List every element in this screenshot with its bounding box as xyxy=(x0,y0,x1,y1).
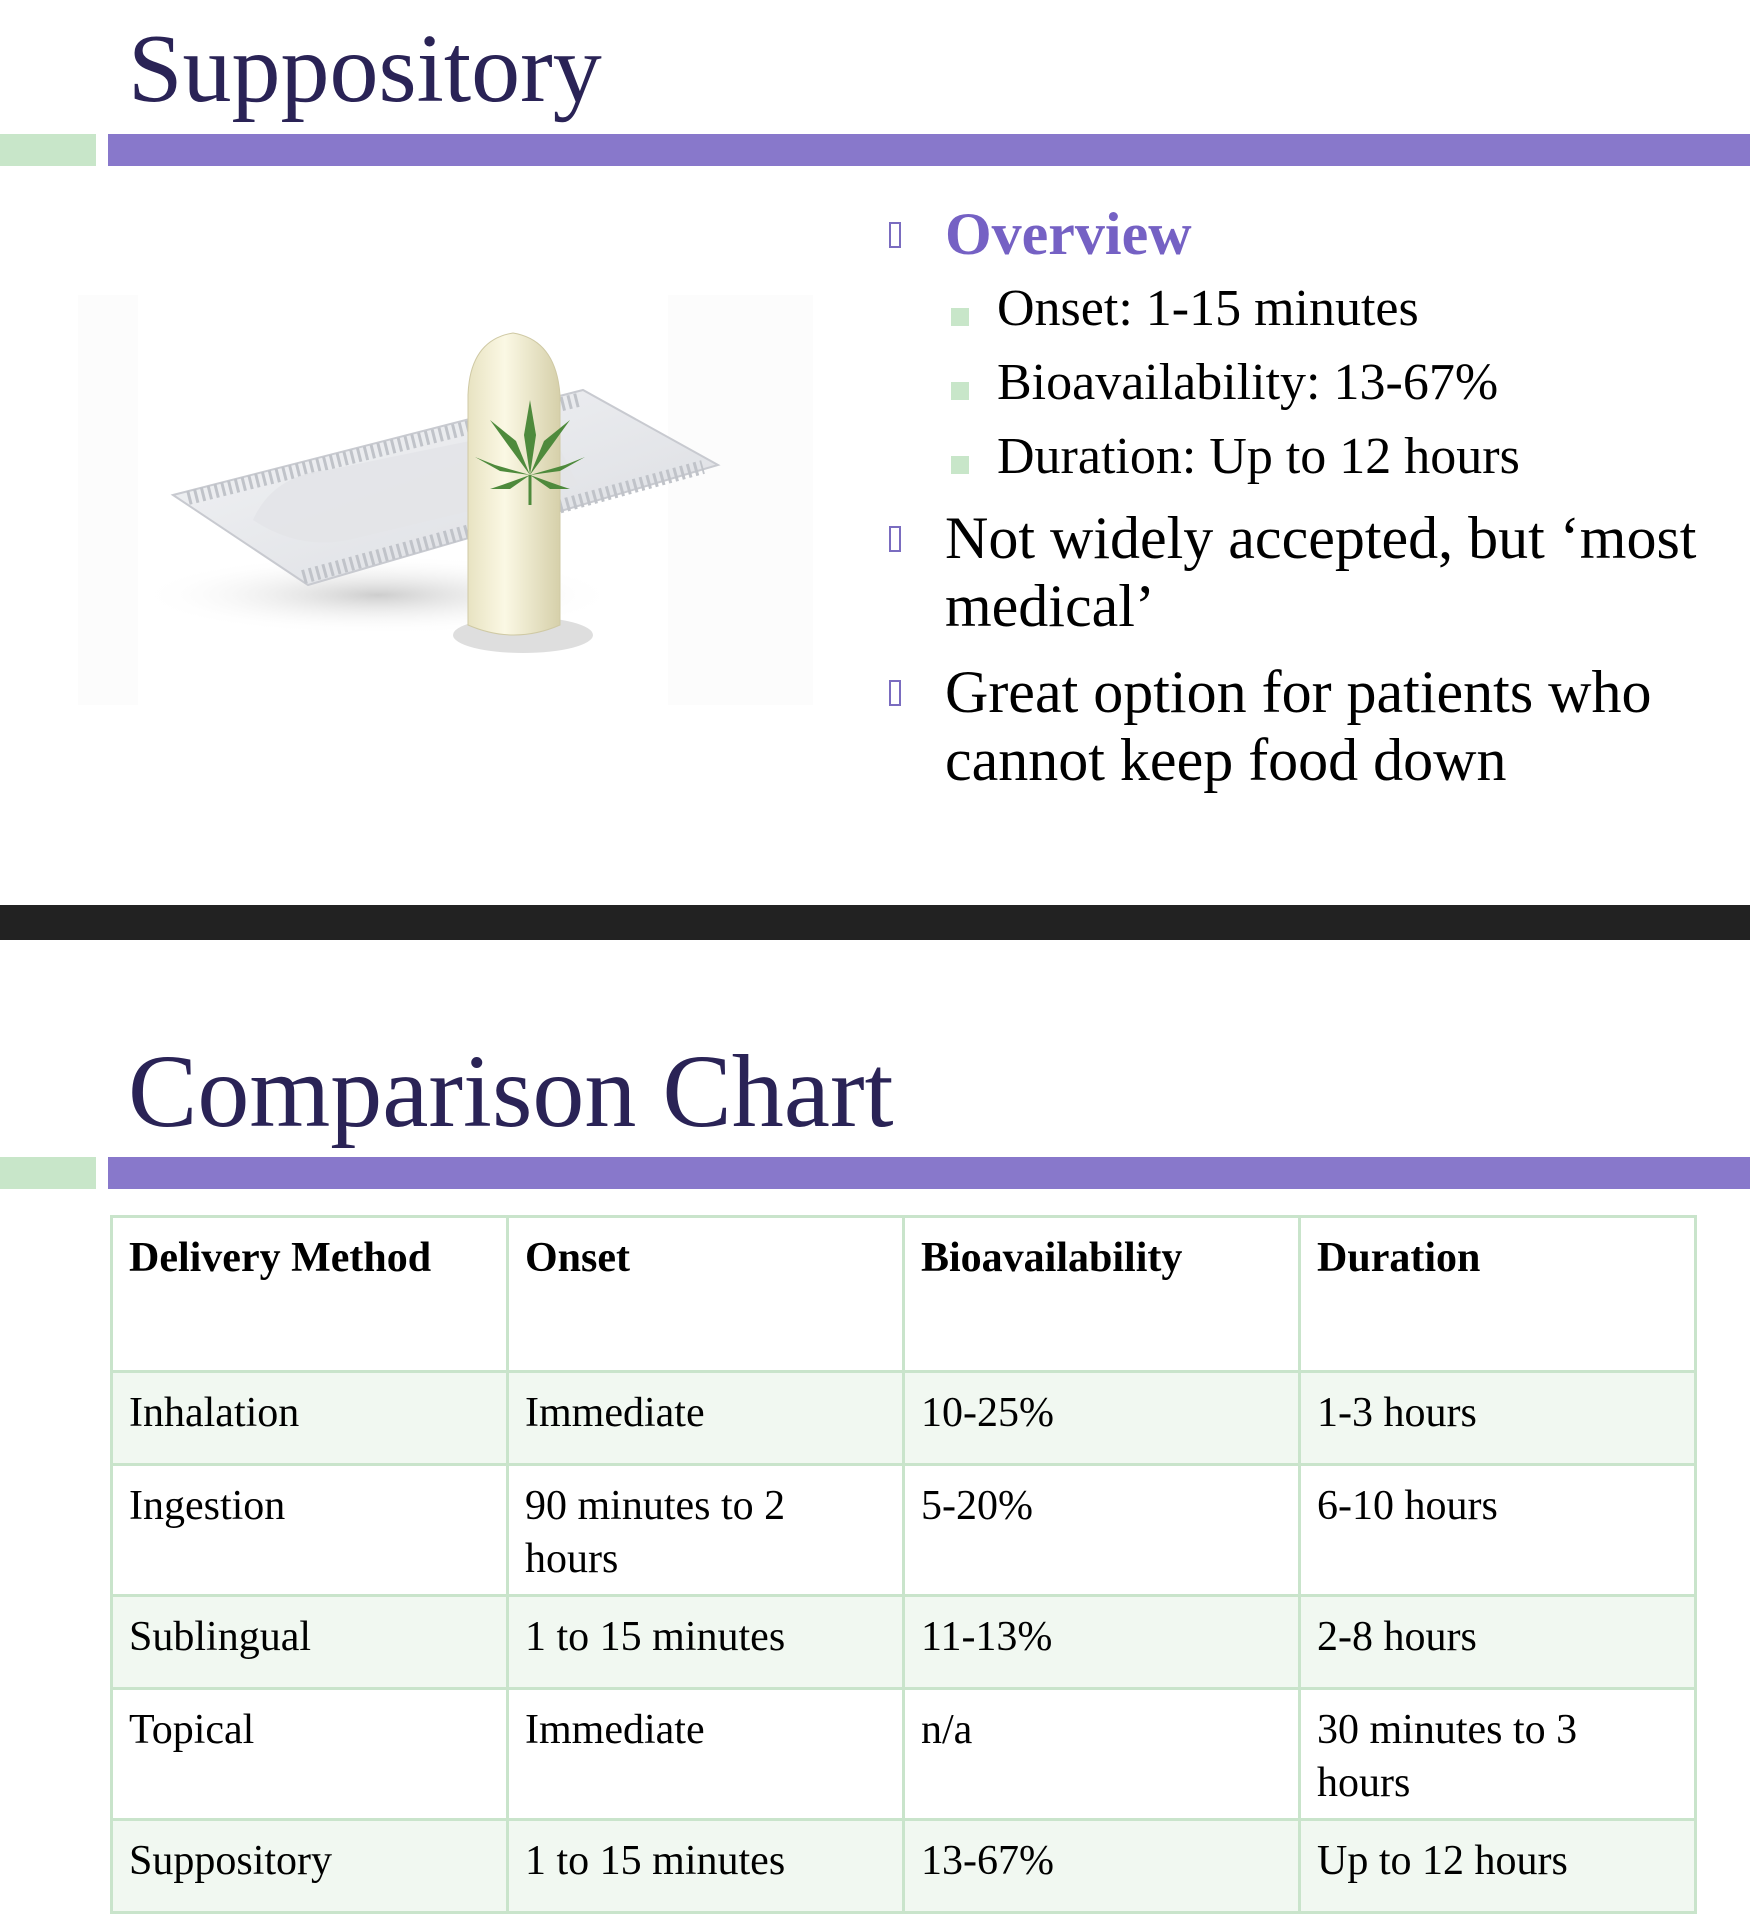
table-cell: 5-20% xyxy=(904,1465,1300,1596)
table-cell: 1-3 hours xyxy=(1300,1372,1696,1465)
bullet-box-icon xyxy=(889,680,901,706)
suppository-image xyxy=(78,295,813,705)
sub-bullet-text: Onset: 1-15 minutes xyxy=(997,280,1419,337)
title-accent-green xyxy=(0,134,96,166)
bullet-box-icon xyxy=(889,526,901,552)
bullet-box-icon xyxy=(889,222,901,248)
slide-title: Comparison Chart xyxy=(128,1034,894,1149)
header-bioavailability: Bioavailability xyxy=(904,1217,1300,1372)
slide-divider xyxy=(0,905,1750,940)
comparison-table xyxy=(110,1215,1697,1914)
table-row xyxy=(112,1372,1696,1465)
table-cell: 1 to 15 minutes xyxy=(508,1596,904,1689)
table-cell: n/a xyxy=(904,1689,1300,1820)
square-bullet-icon xyxy=(951,382,969,400)
bullet-great-option xyxy=(885,658,1745,794)
table-header-row xyxy=(112,1217,1696,1372)
header-duration: Duration xyxy=(1300,1217,1696,1372)
overview-sub-list xyxy=(885,272,1745,494)
table-cell: 2-8 hours xyxy=(1300,1596,1696,1689)
sub-bullet-onset xyxy=(885,272,1745,346)
title-accent-green xyxy=(0,1157,96,1189)
table-cell: Suppository xyxy=(112,1820,508,1913)
table-cell: Ingestion xyxy=(112,1465,508,1596)
bullet-list xyxy=(885,200,1745,798)
bullet-text: Great option for patients who cannot keep food down xyxy=(945,659,1652,793)
bullet-not-widely-accepted xyxy=(885,504,1745,640)
bullet-overview-label: Overview xyxy=(945,201,1192,267)
title-accent-purple xyxy=(108,1157,1750,1189)
slide-comparison-chart xyxy=(0,940,1750,1920)
title-accent-purple xyxy=(108,134,1750,166)
sub-bullet-duration xyxy=(885,420,1745,494)
table-cell: Inhalation xyxy=(112,1372,508,1465)
slide-title: Suppository xyxy=(128,15,602,123)
comparison-table-wrap xyxy=(110,1215,1697,1914)
table-cell: Topical xyxy=(112,1689,508,1820)
sub-bullet-text: Duration: Up to 12 hours xyxy=(997,428,1520,485)
suppository-illustration xyxy=(78,295,813,705)
square-bullet-icon xyxy=(951,308,969,326)
sub-bullet-bioavailability xyxy=(885,346,1745,420)
table-cell: 6-10 hours xyxy=(1300,1465,1696,1596)
table-cell: Up to 12 hours xyxy=(1300,1820,1696,1913)
table-row xyxy=(112,1689,1696,1820)
header-onset: Onset xyxy=(508,1217,904,1372)
sub-bullet-text: Bioavailability: 13-67% xyxy=(997,354,1499,411)
table-cell: 13-67% xyxy=(904,1820,1300,1913)
table-row xyxy=(112,1465,1696,1596)
bullet-text: Not widely accepted, but ‘most medical’ xyxy=(945,505,1697,639)
table-cell: 30 minutes to 3 hours xyxy=(1300,1689,1696,1820)
table-row xyxy=(112,1596,1696,1689)
table-cell: Sublingual xyxy=(112,1596,508,1689)
square-bullet-icon xyxy=(951,456,969,474)
table-cell: 10-25% xyxy=(904,1372,1300,1465)
table-cell: Immediate xyxy=(508,1372,904,1465)
table-cell: 90 minutes to 2 hours xyxy=(508,1465,904,1596)
header-delivery-method: Delivery Method xyxy=(112,1217,508,1372)
slide-suppository xyxy=(0,0,1750,905)
table-cell: Immediate xyxy=(508,1689,904,1820)
table-cell: 11-13% xyxy=(904,1596,1300,1689)
table-row xyxy=(112,1820,1696,1913)
table-cell: 1 to 15 minutes xyxy=(508,1820,904,1913)
bullet-overview xyxy=(885,200,1745,268)
